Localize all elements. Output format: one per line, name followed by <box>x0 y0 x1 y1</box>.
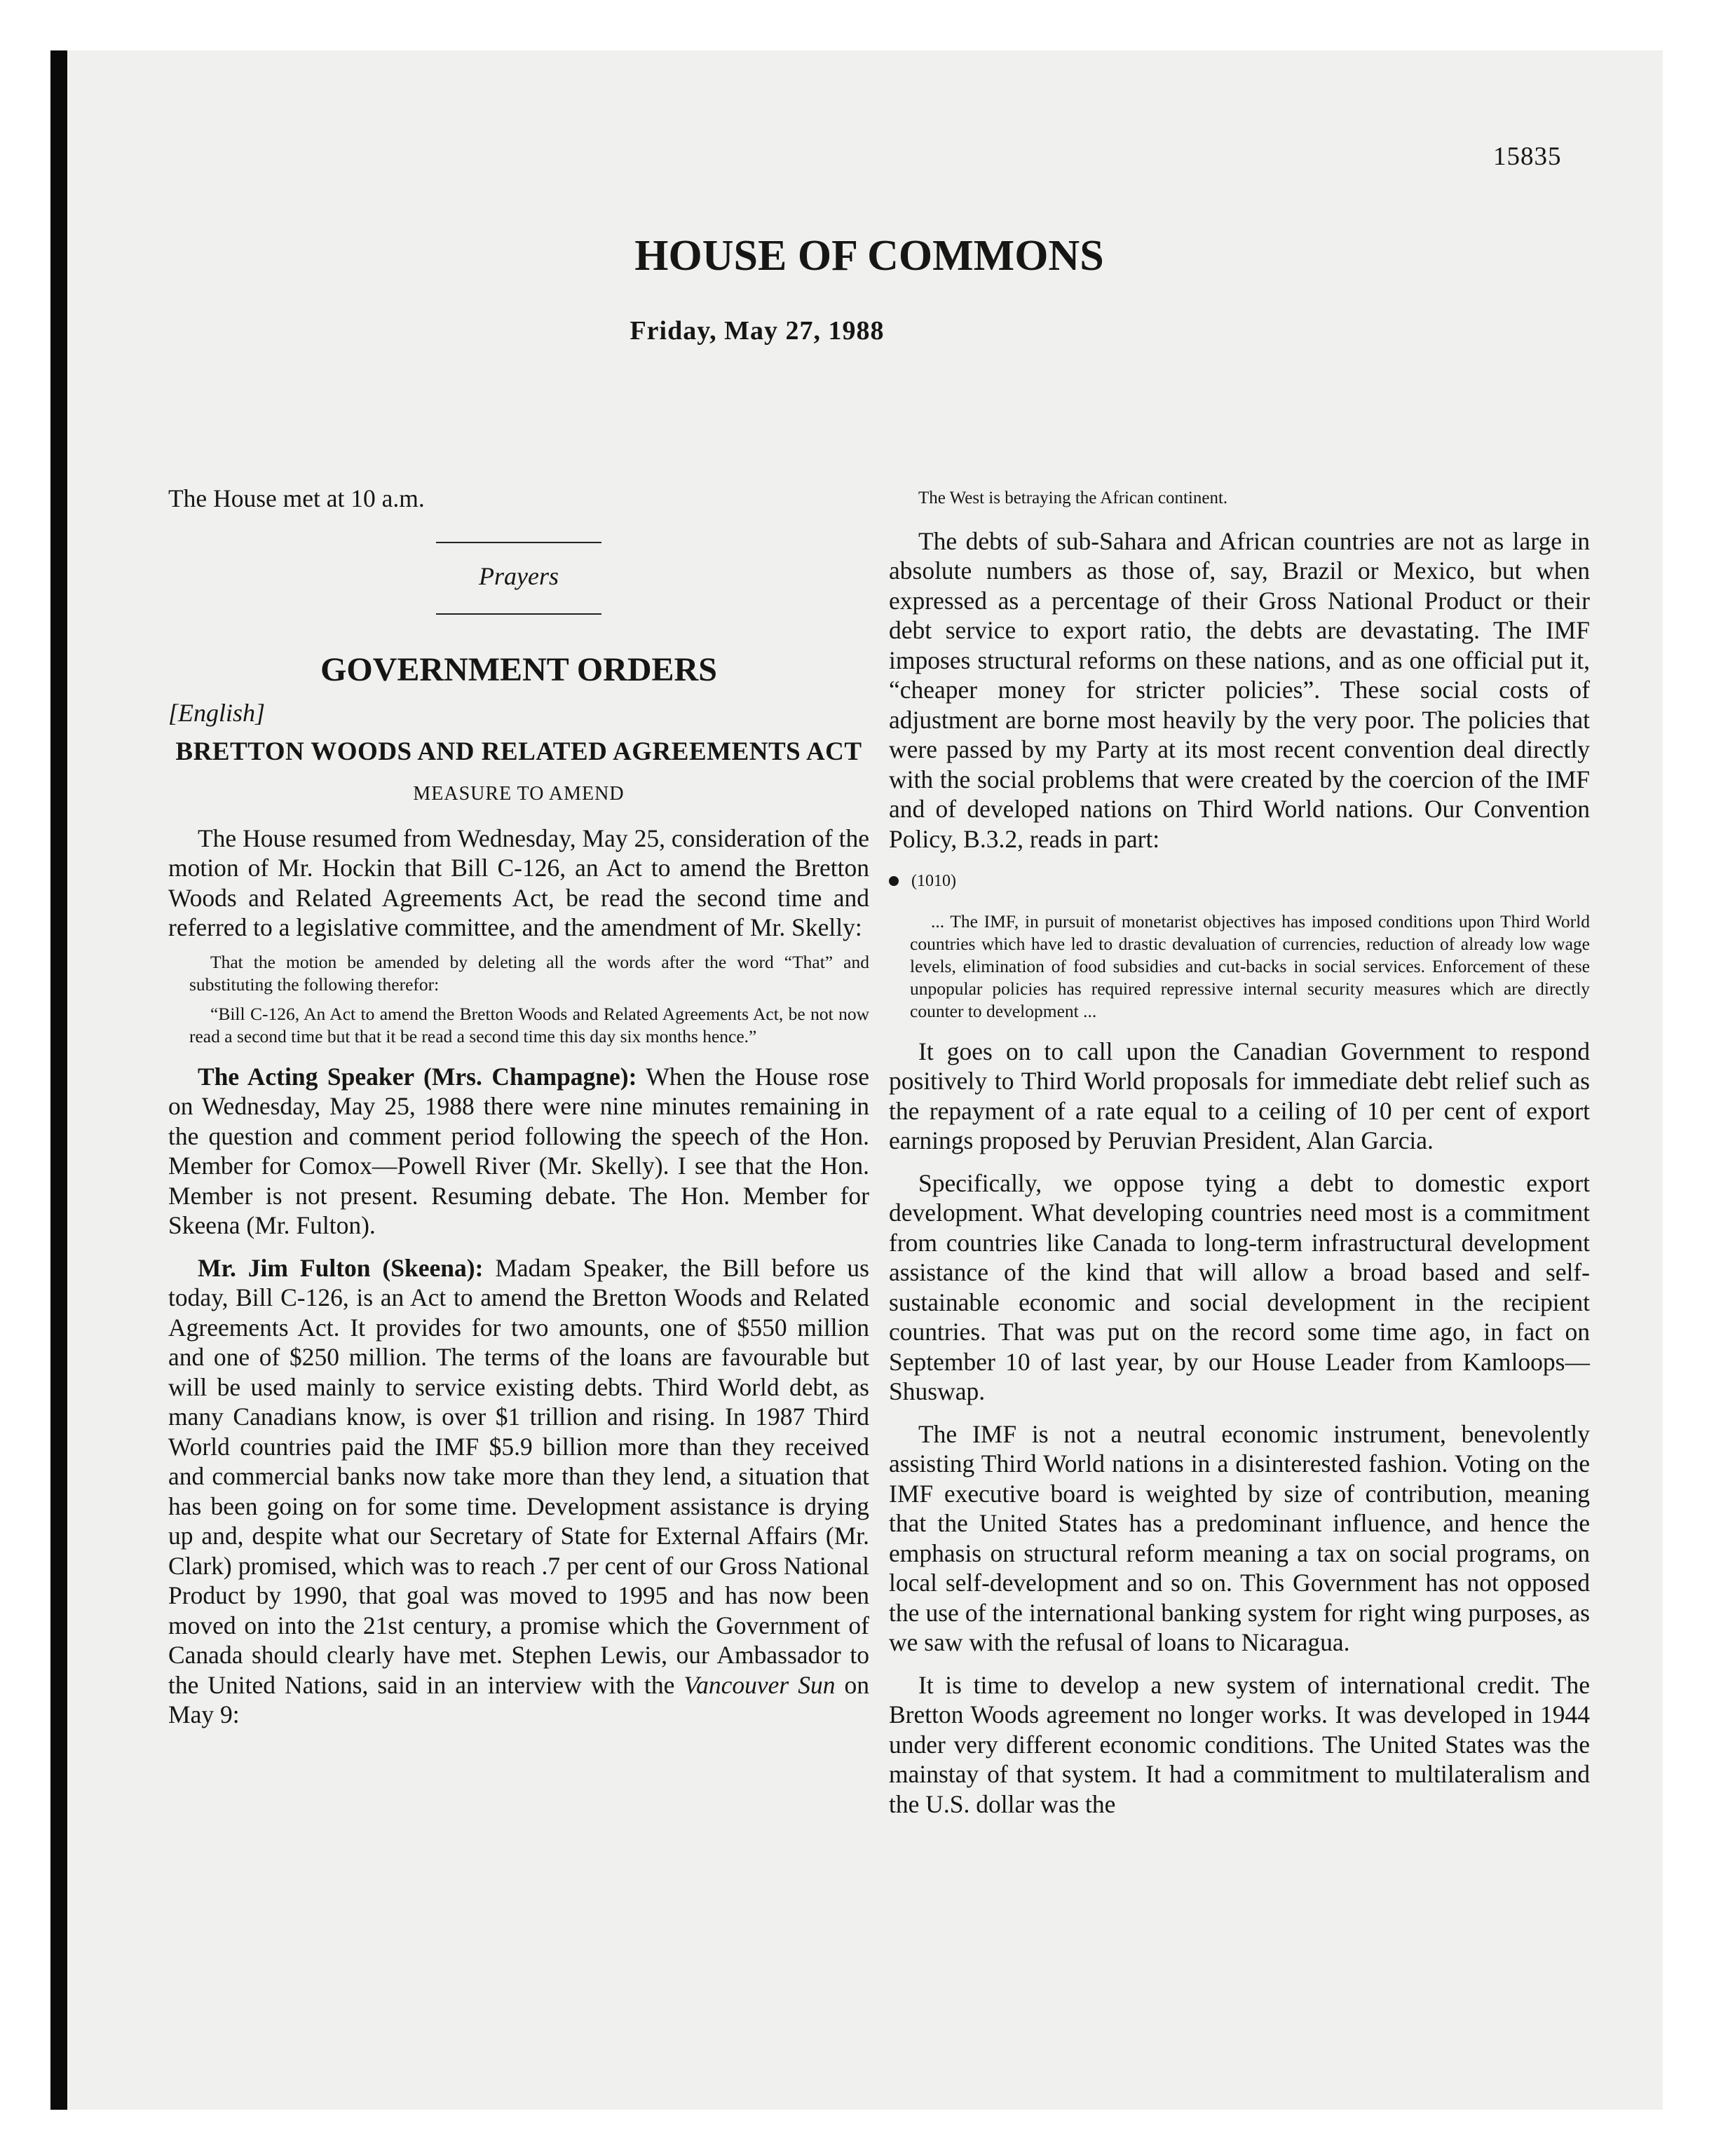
page-number: 15835 <box>1493 142 1562 171</box>
quote-paragraph: “Bill C-126, An Act to amend the Bretton Woods and Related Agreements Act, be not now read a second time but that it be read a second time this day six months hence.” <box>189 1003 869 1046</box>
masthead: HOUSE OF COMMONS <box>634 232 1104 280</box>
paragraph: It goes on to call upon the Canadian Government to respond positively to Third World proposals for immediate debt relief such as the repayment of a rate equal to a ceiling of 10 per cent of export earnings proposed by Peruvian President, Alan Garcia. <box>889 1037 1590 1154</box>
timestamp <box>889 866 1590 896</box>
quote-paragraph: ... The IMF, in pursuit of monetarist objectives has imposed conditions upon Third World countries which have led to drastic devaluation of currencies, reduction of already low wage levels, elimination of food subsidies and cut-backs in social services. Enforcement of these unpopular policies has required repressive internal security measures which are directly counter to development ... <box>910 910 1590 1021</box>
quoted-line: The West is betraying the African continent. <box>918 489 1228 507</box>
paragraph: The House resumed from Wednesday, May 25, consideration of the motion of Mr. Hockin that Bill C-126, an Act to amend the Bretton Woods and Related Agreements Act, be read the second time and referred to a legislative committee, and the amendment of Mr. Skelly: <box>168 824 869 941</box>
paragraph: The IMF is not a neutral economic instrument, benevolently assisting Third World nations in a disinterested fashion. Voting on the IMF executive board is weighted by size of contribution, meaning that the United States has a predominant influence, and hence the emphasis on structural reform meaning a tax on social programs, on local self-development and so on. This Government has not opposed the use of the international banking system for right wing purposes, as we saw with the refusal of loans to Nicaragua. <box>889 1419 1590 1656</box>
paragraph: The debts of sub-Sahara and African countries are not as large in absolute numbers as those of, say, Brazil or Mexico, but when expressed as a percentage of their Gross National Product or their debt service to export ratio, the debts are devastating. The IMF imposes structural reforms on these nations, and as one official put it, “cheaper money for stricter policies”. These social costs of adjustment are borne most heavily by the very poor. The policies that were passed by my Party at its most recent convention deal directly with the social problems that were created by the coercion of the IMF and of developed nations on Third World nations. Our Convention Policy, B.3.2, reads in part: <box>889 526 1590 853</box>
binding-edge <box>50 50 67 2110</box>
paragraph: It is time to develop a new system of international credit. The Bretton Woods agreement no longer works. It was developed in 1944 under very different economic conditions. The United States was the mainstay of that system. It had a commitment to multilateralism and the U.S. dollar was the <box>889 1670 1590 1818</box>
bullet-icon <box>889 876 899 886</box>
paragraph <box>168 1253 869 1730</box>
measure-subheading: MEASURE TO AMEND <box>413 783 625 805</box>
speech-text: Madam Speaker, the Bill before us today, Bill C-126, is an Act to amend the Bretton Woods and Related Agreements Act. It provides for two amounts, one of $550 million and one of $250 million. The terms of the loans are favourable but will be used mainly to service existing debts. Third World debt, as many Canadians know, is over $1 trillion and rising. In 1987 Third World countries paid the IMF $5.9 billion more than they received and commercial banks now take more than they lend, a situation that has been going on for some time. Development assistance is drying up and, despite what our Secretary of State for External Affairs (Mr. Clark) promised, which was to reach .7 per cent of our Gross National Product by 1990, that goal was moved to 1995 and has now been moved on into the 21st century, a promise which the Government of Canada should clearly have met. Stephen Lewis, our Ambassador to the United Nations, said in an interview with the <box>168 1253 869 1699</box>
sitting-date: Friday, May 27, 1988 <box>630 316 885 346</box>
language-tag: [English] <box>168 698 266 727</box>
speaker-name: The Acting Speaker (Mrs. Champagne): <box>198 1062 637 1091</box>
divider-rule <box>436 542 601 543</box>
paragraph <box>168 1062 869 1241</box>
prayers-heading: Prayers <box>479 561 559 590</box>
speech-text: on May 9: <box>168 1670 870 1728</box>
right-column <box>889 484 1590 1819</box>
policy-quote <box>910 910 1590 1023</box>
speech-text: When the House rose on Wednesday, May 25, 1988 there were nine minutes remaining in the question and comment period following the speech of the Hon. Member for Comox—Powell River (Mr. Skelly). I see that the Hon. Member is not present. Resuming debate. The Hon. Member for Skeena (Mr. Fulton). <box>168 1062 869 1239</box>
newspaper-title: Vancouver Sun <box>683 1670 836 1699</box>
paragraph: Specifically, we oppose tying a debt to domestic export development. What developing countries need most is a commitment from countries like Canada to long-term infrastructural development assistance of the kind that will allow a broad based and self-sustainable economic and social development in the recipient countries. That was put on the record some time ago, in fact on September 10 of last year, by our House Leader from Kamloops—Shuswap. <box>889 1168 1590 1405</box>
amendment-quote <box>189 951 869 1048</box>
bill-title: BRETTON WOODS AND RELATED AGREEMENTS ACT <box>175 737 862 766</box>
speaker-name: Mr. Jim Fulton (Skeena): <box>198 1253 484 1282</box>
quote-paragraph: That the motion be amended by deleting all the words after the word “That” and substituting the following therefor: <box>189 951 869 995</box>
timestamp-text: (1010) <box>911 872 956 890</box>
section-heading: GOVERNMENT ORDERS <box>320 651 717 688</box>
house-met-line: The House met at 10 a.m. <box>168 484 425 512</box>
left-column <box>168 484 869 1730</box>
divider-rule <box>436 613 601 615</box>
